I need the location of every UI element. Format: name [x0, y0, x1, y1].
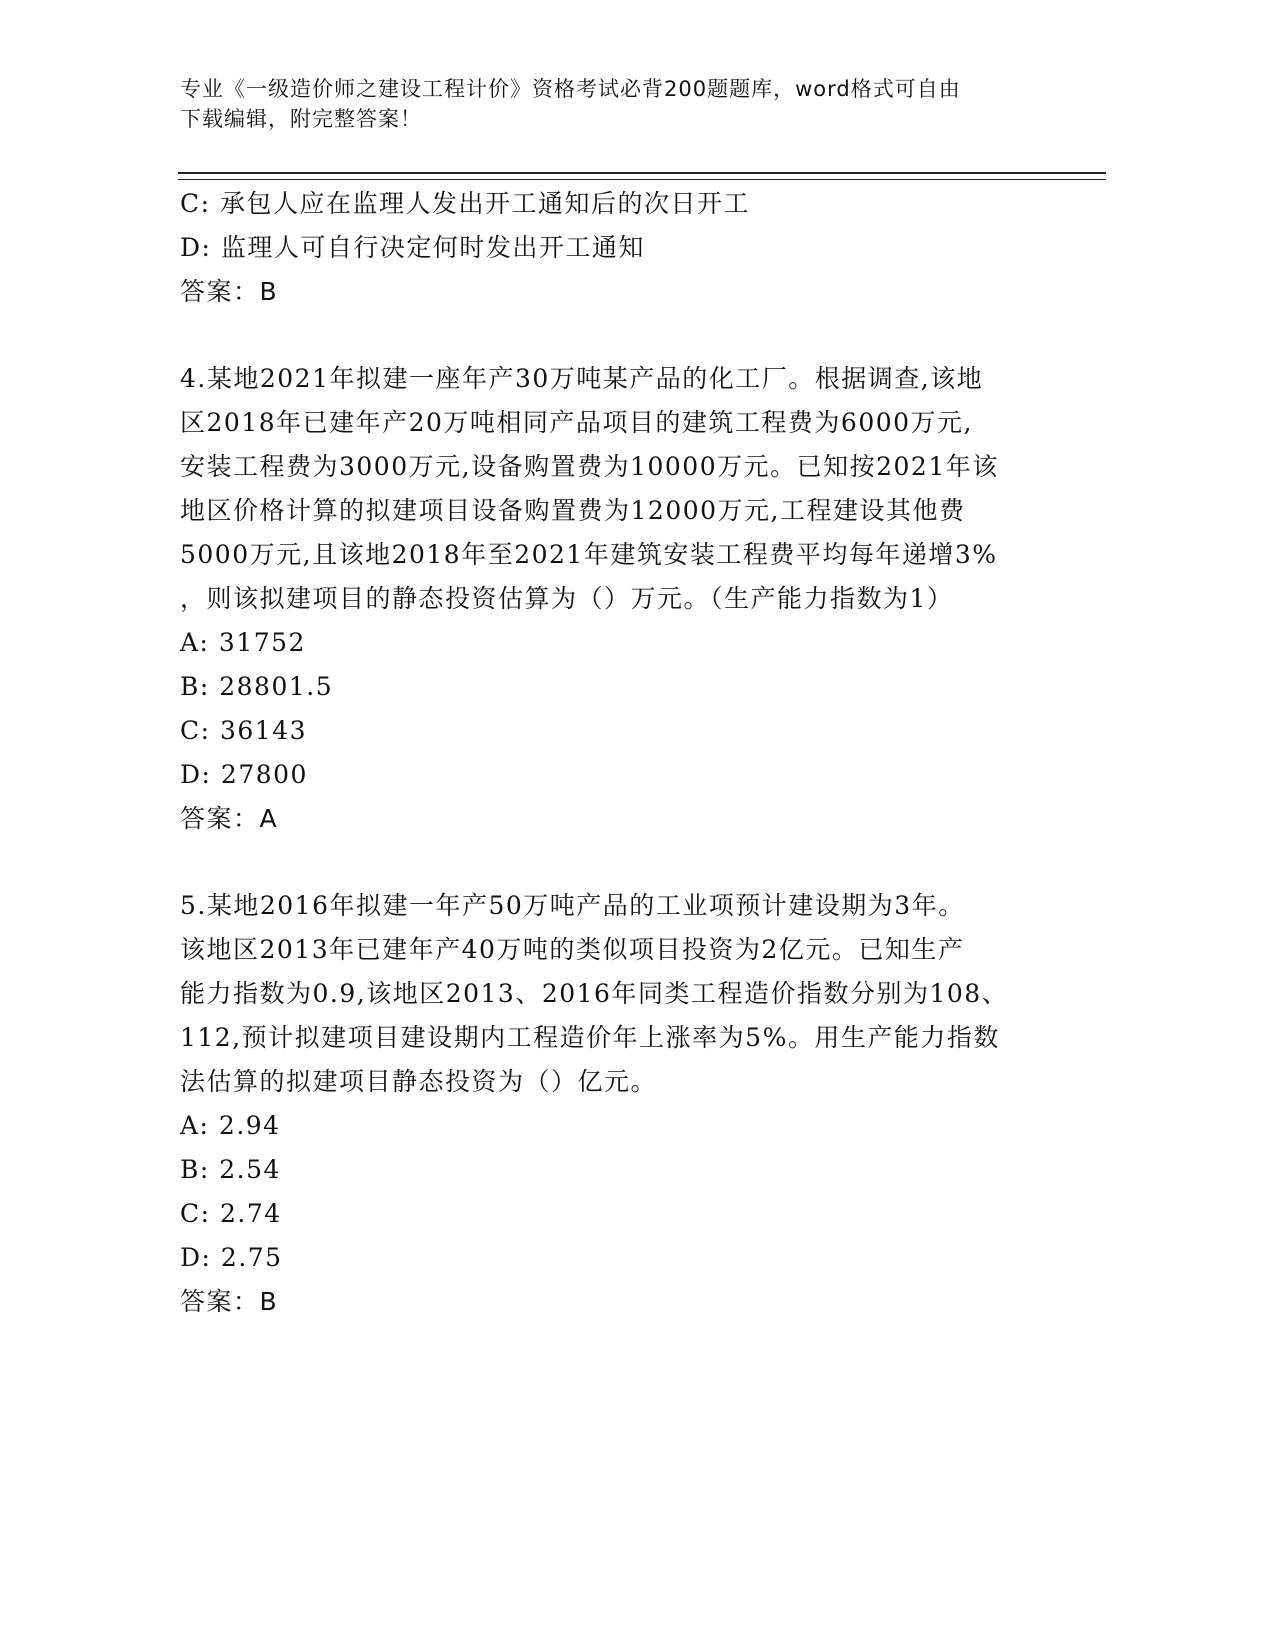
q4-stem: 4.某地2021年拟建一座年产30万吨某产品的化工厂。根据调查,该地 区2018年已建年产20万吨相同产品项目的建筑工程费为6000万元, 安装工程费为3000万元,设备购置费为10000万元。已知按2021年该 地区价格计算的拟建项目设备购置费为12000万元,工程建设其他费 5000万元,且该地2018年至2021年建筑安装工程费平均每年递增3% ，则该拟建项目的静态投资估算为（）万元。（生产能力指数为1） — [180, 364, 999, 613]
q3-option-d: D: 监理人可自行决定何时发出开工通知 — [180, 233, 645, 262]
document-body — [180, 182, 1060, 1324]
q5-option-a: A: 2.94 — [180, 1111, 281, 1140]
q4-option-b: B: 28801.5 — [180, 672, 334, 701]
q4-option-d: D: 27800 — [180, 760, 308, 789]
q4-option-a: A: 31752 — [180, 628, 306, 657]
q3-option-c: C: 承包人应在监理人发出开工通知后的次日开工 — [180, 189, 750, 218]
header-line-2: 下载编辑，附完整答案！ — [180, 107, 422, 131]
header-line-1: 专业《一级造价师之建设工程计价》资格考试必背200题题库，word格式可自由 — [180, 77, 961, 101]
q3-answer: 答案：B — [180, 277, 279, 306]
q5-stem: 5.某地2016年拟建一年产50万吨产品的工业项预计建设期为3年。 该地区2013年已建年产40万吨的类似项目投资为2亿元。已知生产 能力指数为0.9,该地区2013、2016年同类工程造价指数分别为108、 112,预计拟建项目建设期内工程造价年上涨率为5%。用生产能力指数 法估算的拟建项目静态投资为（）亿元。 — [180, 891, 1009, 1096]
header-divider — [178, 172, 1106, 180]
q5-option-c: C: 2.74 — [180, 1199, 282, 1228]
q5-option-d: D: 2.75 — [180, 1243, 283, 1272]
spacer — [180, 841, 1060, 884]
document-header — [180, 74, 1080, 134]
q5-option-b: B: 2.54 — [180, 1155, 281, 1184]
q4-option-c: C: 36143 — [180, 716, 308, 745]
spacer — [180, 314, 1060, 357]
q4-answer: 答案：A — [180, 804, 279, 833]
q5-answer: 答案：B — [180, 1287, 279, 1316]
